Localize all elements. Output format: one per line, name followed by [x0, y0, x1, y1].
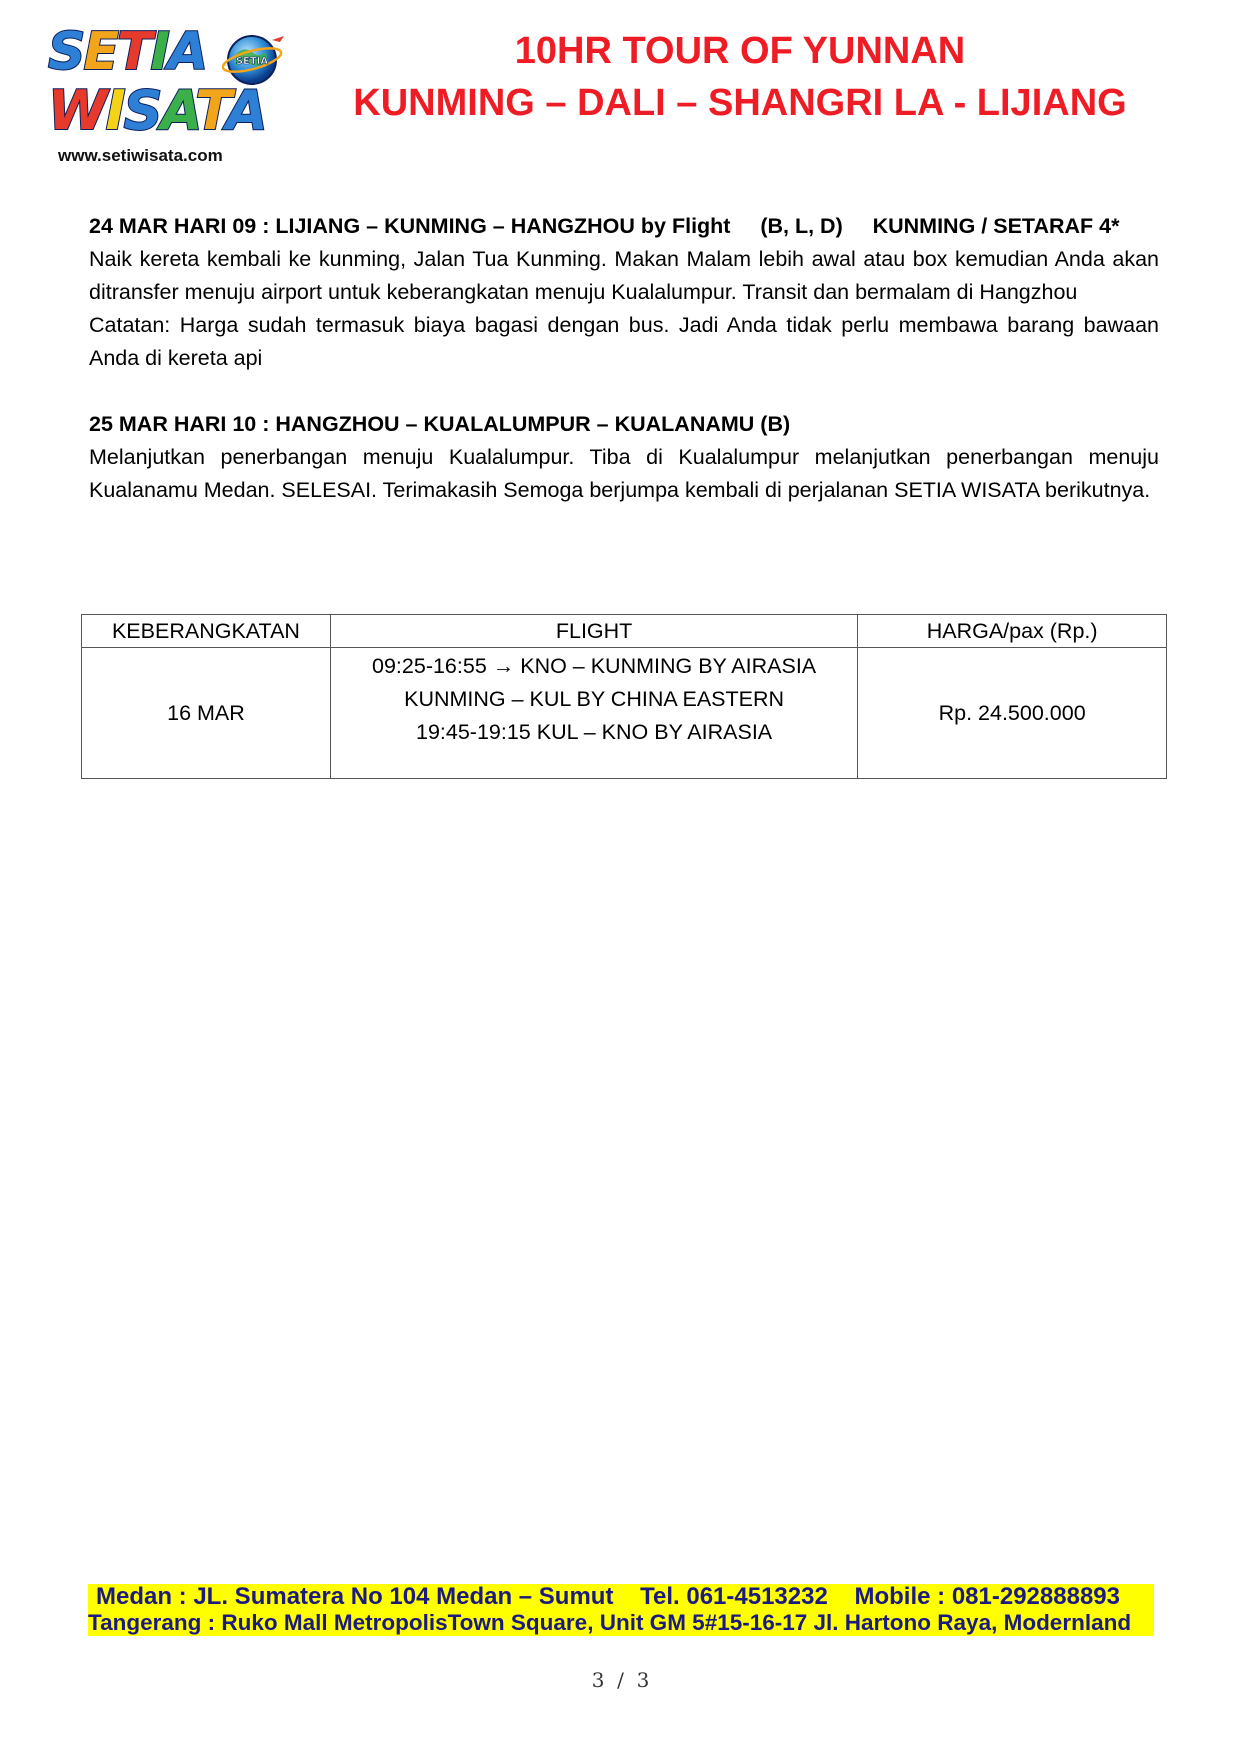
page-number: 3 / 3	[591, 1668, 650, 1692]
column-header-departure: KEBERANGKATAN	[82, 615, 331, 648]
column-header-price: HARGA/pax (Rp.)	[858, 615, 1167, 648]
itinerary-day	[89, 408, 1159, 507]
day-description: Naik kereta kembali ke kunming, Jalan Tua Kunming. Makan Malam lebih awal atau box kemudian Anda akan ditransfer menuju airport untuk keberangkatan menuju Kualalumpur. Transit dan bermalam di Hangzhou	[89, 247, 1159, 304]
setia-wisata-logo	[48, 22, 288, 170]
flight-segment: KUNMING – KUL BY CHINA EASTERN	[404, 687, 785, 711]
svg-text:SETIA: SETIA	[235, 56, 269, 67]
contact-footer	[88, 1584, 1154, 1636]
logo-wordmark-wisata: WISATA	[48, 79, 266, 142]
day-description: Melanjutkan penerbangan menuju Kualalumpur. Tiba di Kualalumpur melanjutkan penerbangan menuju Kualanamu Medan. SELESAI. Terimakasih Semoga berjumpa kembali di perjalanan SETIA WISATA berikutnya.	[89, 445, 1159, 502]
flight-segment: 09:25-16:55 → KNO – KUNMING BY AIRASIA	[372, 654, 817, 678]
table-header-row	[82, 615, 1167, 648]
tour-title: 10HR TOUR OF YUNNAN	[514, 30, 966, 72]
flight-details	[330, 648, 857, 779]
medan-office-address: Medan : JL. Sumatera No 104 Medan – Sumut Tel. 061-4513232 Mobile : 081-292888893	[88, 1584, 1154, 1610]
day-heading: 24 MAR HARI 09 : LIJIANG – KUNMING – HANGZHOU by Flight (B, L, D) KUNMING / SETARAF 4*	[89, 214, 1120, 238]
column-header-flight: FLIGHT	[330, 615, 857, 648]
departure-date: 16 MAR	[82, 648, 331, 779]
tangerang-office-address: Tangerang : Ruko Mall MetropolisTown Square, Unit GM 5#15-16-17 Jl. Hartono Raya, Modernland	[88, 1610, 1154, 1636]
price-table	[81, 614, 1167, 779]
flight-segment: 19:45-19:15 KUL – KNO BY AIRASIA	[416, 720, 773, 744]
table-row	[82, 648, 1167, 779]
itinerary	[89, 210, 1159, 507]
tour-route: KUNMING – DALI – SHANGRI LA - LIJIANG	[353, 82, 1127, 124]
day-note: Catatan: Harga sudah termasuk biaya bagasi dengan bus. Jadi Anda tidak perlu membawa barang bawaan Anda di kereta api	[89, 313, 1159, 370]
logo-wordmark-setia: SETIA	[48, 22, 207, 82]
price-per-pax: Rp. 24.500.000	[858, 648, 1167, 779]
day-heading: 25 MAR HARI 10 : HANGZHOU – KUALALUMPUR – KUALANAMU (B)	[89, 412, 791, 436]
itinerary-day	[89, 210, 1159, 375]
website-url: www.setiwisata.com	[58, 146, 223, 165]
